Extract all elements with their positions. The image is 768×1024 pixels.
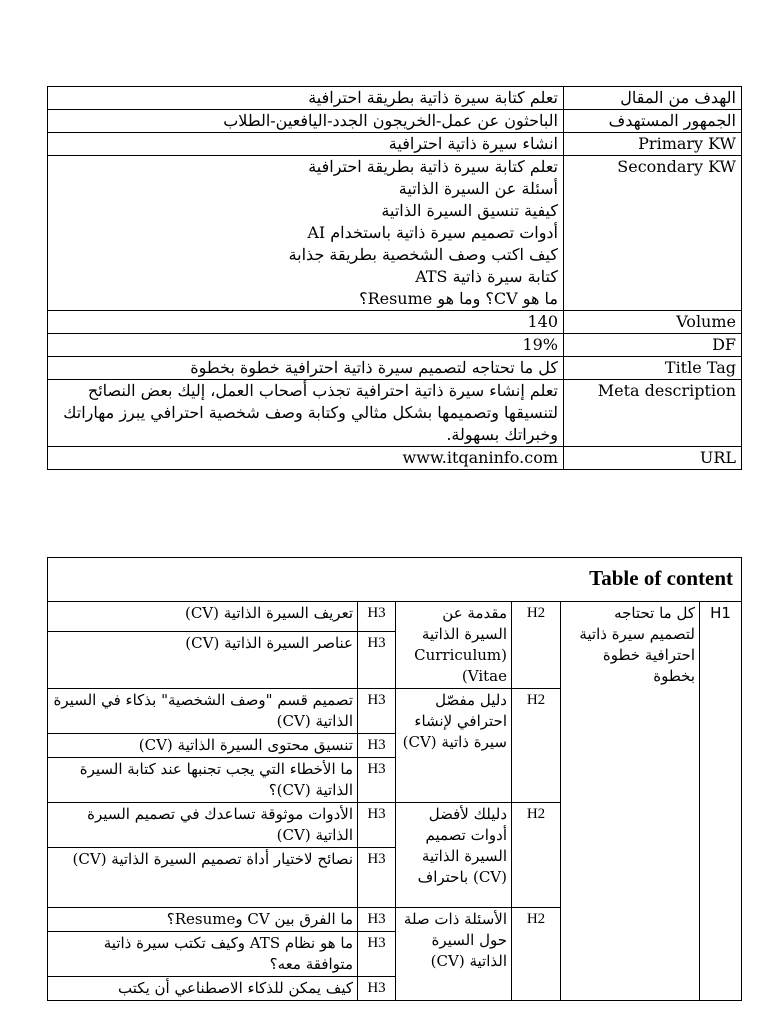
h2-text: دليل مفصّل احترافي لإنشاء سيرة ذاتية (CV) [396,689,512,803]
meta-row-title-tag [48,357,742,380]
audience-value: الباحثون عن عمل-الخريجون الجدد-اليافعين-الطلاب [48,110,564,133]
toc-title: Table of content [589,566,734,590]
meta-row-goal [48,87,742,110]
h2-text: مقدمة عن السيرة الذاتية (Curriculum Vitae) [396,602,512,689]
h3-text: ما هو نظام ATS وكيف تكتب سيرة ذاتية متوافقة معه؟ [48,932,358,977]
meta-description-value: تعلم إنشاء سيرة ذاتية احترافية تجذب أصحاب العمل، إليك بعض النصائح لتنسيقها وتصميمها بشكل مثالي وكتابة وصف شخصية احترافي يبرز مهاراتك وخبراتك بسهولة. [48,380,564,447]
meta-row-url [48,447,742,470]
h1-text: كل ما تحتاجه لتصميم سيرة ذاتية احترافية خطوة بخطوة [561,602,700,1001]
h3-text: ما الأخطاء التي يجب تجنبها عند كتابة السيرة الذاتية (CV)؟ [48,758,358,803]
volume-label: Volume [564,311,742,334]
meta-row-volume [48,311,742,334]
h2-tag: H2 [512,689,561,803]
toc-title-row [48,558,742,602]
h3-tag: H3 [358,734,396,758]
h3-text: كيف يمكن للذكاء الاصطناعي أن يكتب [48,977,358,1001]
meta-description-label: Meta description [564,380,742,447]
secondary-kw-item: كيف اكتب وصف الشخصية بطريقة جذابة [288,245,558,264]
h3-tag: H3 [358,632,396,689]
secondary-kw-values [48,156,564,311]
h3-tag: H3 [358,848,396,908]
primary-kw-label: Primary KW [564,133,742,156]
h3-text: عناصر السيرة الذاتية (CV) [48,632,358,689]
title-tag-value: كل ما تحتاجه لتصميم سيرة ذاتية احترافية خطوة بخطوة [48,357,564,380]
goal-value: تعلم كتابة سيرة ذاتية بطريقة احترافية [48,87,564,110]
meta-row-df [48,334,742,357]
goal-label: الهدف من المقال [564,87,742,110]
h3-text: ما الفرق بين CV وResume؟ [48,908,358,932]
meta-row-secondary-kw [48,156,742,311]
meta-row-audience [48,110,742,133]
h3-tag: H3 [358,689,396,734]
h2-tag: H2 [512,803,561,908]
meta-row-description [48,380,742,447]
article-meta-table [47,86,742,470]
h2-tag: H2 [512,908,561,1001]
df-label: DF [564,334,742,357]
url-value: www.itqaninfo.com [48,447,564,470]
h1-tag: H1 [700,602,742,1001]
secondary-kw-item: أدوات تصميم سيرة ذاتية باستخدام AI [307,223,558,242]
url-label: URL [564,447,742,470]
df-value: 19% [48,334,564,357]
toc-title-cell [48,558,742,602]
toc-row [48,602,742,632]
h3-tag: H3 [358,758,396,803]
volume-value: 140 [48,311,564,334]
h3-tag: H3 [358,977,396,1001]
h3-text: تنسيق محتوى السيرة الذاتية (CV) [48,734,358,758]
primary-kw-value: انشاء سيرة ذاتية احترافية [48,133,564,156]
meta-row-primary-kw [48,133,742,156]
h3-tag: H3 [358,602,396,632]
h2-text: دليلك لأفضل أدوات تصميم السيرة الذاتية (CV) باحتراف [396,803,512,908]
title-tag-label: Title Tag [564,357,742,380]
audience-label: الجمهور المستهدف [564,110,742,133]
secondary-kw-item: أسئلة عن السيرة الذاتية [398,179,558,198]
h2-text: الأسئلة ذات صلة حول السيرة الذاتية (CV) [396,908,512,1001]
secondary-kw-item: تعلم كتابة سيرة ذاتية بطريقة احترافية [308,157,558,176]
h3-tag: H3 [358,803,396,848]
h3-tag: H3 [358,908,396,932]
secondary-kw-label: Secondary KW [564,156,742,311]
secondary-kw-item: ما هو CV؟ وما هو Resume؟ [359,289,558,308]
h3-text: الأدوات موثوقة تساعدك في تصميم السيرة الذاتية (CV) [48,803,358,848]
h3-text: نصائح لاختيار أداة تصميم السيرة الذاتية (CV) [48,848,358,908]
h2-tag: H2 [512,602,561,689]
secondary-kw-item: كيفية تنسيق السيرة الذاتية [381,201,558,220]
h3-tag: H3 [358,932,396,977]
table-of-content [47,557,742,1001]
h3-text: تعريف السيرة الذاتية (CV) [48,602,358,632]
secondary-kw-item: كتابة سيرة ذاتية ATS [415,267,558,286]
h3-text: تصميم قسم "وصف الشخصية" بذكاء في السيرة الذاتية (CV) [48,689,358,734]
